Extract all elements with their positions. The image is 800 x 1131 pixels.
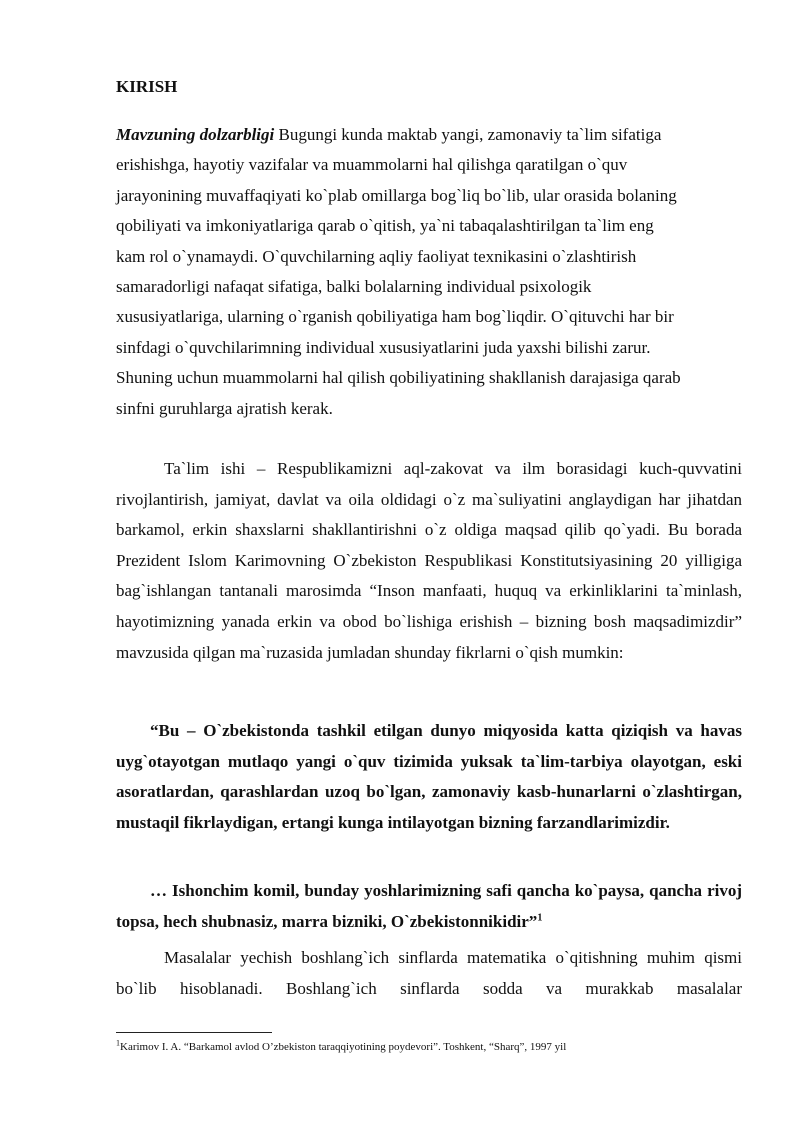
paragraph-line: xususiyatlariga, ularning o`rganish qobiliyatiga ham bog`liqdir. O`qituvchi har bir: [116, 307, 674, 327]
paragraph-line: kam rol o`ynamaydi. O`quvchilarning aqliy faoliyat texnikasini o`zlashtirish: [116, 246, 637, 266]
paragraph-problems: Masalalar yechish boshlang`ich sinflarda matematika o`qitishning muhim qismi bo`lib hisoblanadi. Boshlang`ich sinflarda sodda va murakkab masalalar: [116, 948, 742, 998]
paragraph-education: Ta`lim ishi – Respublikamizni aql-zakovat va ilm borasidagi kuch-quvvatini rivojlantirish, jamiyat, davlat va oila oldidagi o`z ma`suliyatini anglaydigan har jihatdan barkamol, erkin shaxslarni shakllantirishni o`z oldiga maqsad qilib qo`yadi. Bu borada Prezident Islom Karimovning O`zbekiston Respublikasi Konstitutsiyasining 20 yilligiga bag`ishlangan tantanali marosimda “Inson manfaati, huquq va erkinliklarini ta`minlash, hayotimizning yanada erkin va obod bo`lishiga erishish – bizning bosh maqsadimizdir” mavzusida qilgan ma`ruzasida jumladan shunday fikrlarni o`qish mumkin:: [116, 459, 742, 662]
quote-paragraph-1: “Bu – O`zbekistonda tashkil etilgan dunyo miqyosida katta qiziqish va havas uyg`otayotgan mutlaqo yangi o`quv tizimida yuksak ta`lim-tarbiya olayotgan, eski asoratlardan, qarashlardan uzoq bo`lgan, zamonaviy kasb-hunarlarni o`zlashtirgan, mustaqil fikrlaydigan, ertangi kunga intilayotgan bizning farzandlarimizdir.: [116, 721, 742, 832]
paragraph-line: erishishga, hayotiy vazifalar va muammolarni hal qilishga qaratilgan o`quv: [116, 155, 628, 175]
footnote-reference: 1: [537, 911, 543, 923]
paragraph-line: qobiliyati va imkoniyatlariga qarab o`qitish, ya`ni tabaqalashtirilgan ta`lim eng: [116, 216, 654, 236]
relevance-lead: Mavzuning dolzarbligi: [116, 125, 275, 144]
footnote-number: 1: [116, 1038, 120, 1048]
section-heading: KIRISH: [116, 77, 178, 96]
quote-paragraph-2: [116, 876, 742, 937]
footnote: [116, 1038, 567, 1053]
paragraph-line: samaradorligi nafaqat sifatiga, balki bolalarning individual psixologik: [116, 277, 592, 297]
paragraph-line-text: Bugungi kunda maktab yangi, zamonaviy ta`lim sifatiga: [274, 125, 662, 144]
paragraph-line: sinfni guruhlarga ajratish kerak.: [116, 398, 333, 418]
paragraph-line: [116, 120, 744, 150]
quote-text: … Ishonchim komil, bunday yoshlarimizning safi qancha ko`paysa, qancha rivoj topsa, hech shubnasiz, marra bizniki, O`zbekistonnikidir”: [116, 881, 742, 931]
paragraph-relevance: [116, 120, 744, 424]
paragraph-line: Shuning uchun muammolarni hal qilish qobiliyatining shakllanish darajasiga qarab: [116, 368, 681, 388]
footnote-text: Karimov I. A. “Barkamol avlod O’zbekiston taraqqiyotining poydevori”. Toshkent, “Sharq”, 1997 yil: [120, 1041, 567, 1053]
paragraph-line: sinfdagi o`quvchilarimning individual xususiyatlarini juda yaxshi bilishi zarur.: [116, 337, 651, 357]
footnote-divider: [116, 1032, 272, 1033]
paragraph-line: jarayonining muvaffaqiyati ko`plab omillarga bog`liq bo`lib, ular orasida bolaning: [116, 185, 677, 205]
